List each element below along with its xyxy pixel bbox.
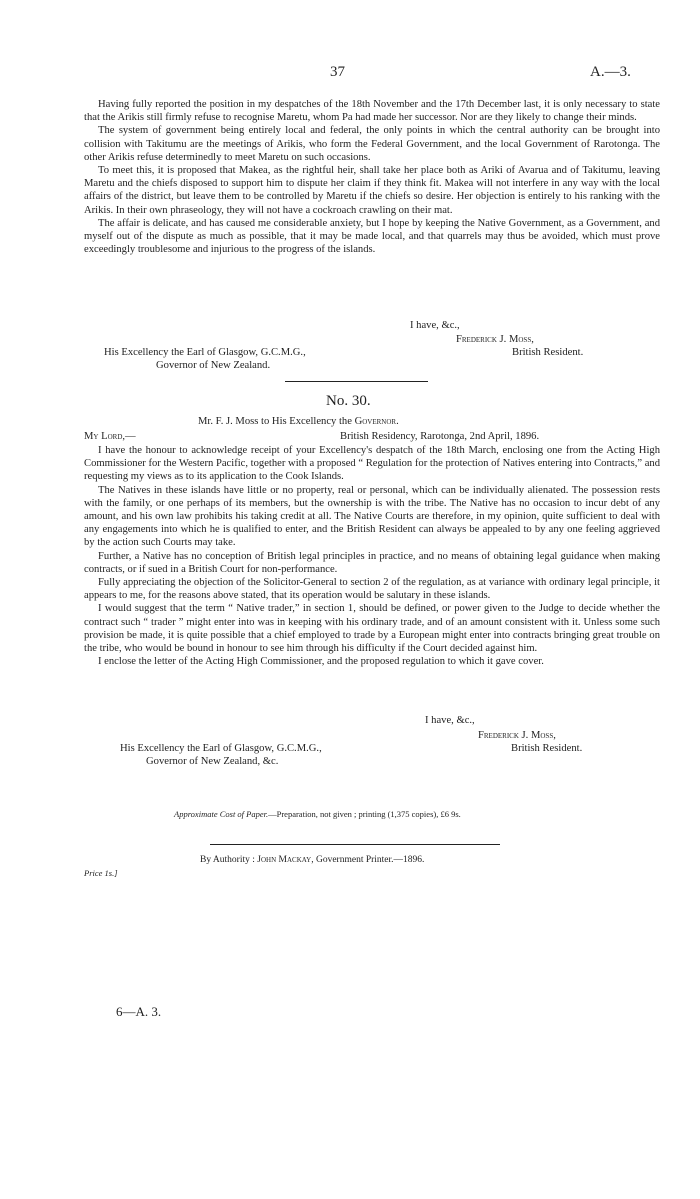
letter-number: No. 30. <box>326 393 371 409</box>
cost-label: Approximate Cost of Paper. <box>174 809 269 819</box>
addressee-2: His Excellency the Earl of Glasgow, G.C.M.G., <box>120 743 322 754</box>
authority-prefix: By Authority : <box>200 855 258 865</box>
heading-text: Mr. F. J. Moss to His Excellency the <box>198 416 355 427</box>
place-date: British Residency, Rarotonga, 2nd April, 1896. <box>340 431 540 442</box>
document-reference: A.—3. <box>590 64 631 80</box>
page-number: 37 <box>330 64 345 80</box>
paragraph: Further, a Native has no conception of British legal principles in practice, and no means of obtaining legal guidance when making contracts, or if sued in a British Court for non-performance. <box>84 550 660 575</box>
authority-suffix: Government Printer.—1896. <box>313 855 425 865</box>
printer-name: John Mackay, <box>257 855 314 865</box>
price: Price 1s.] <box>84 868 118 878</box>
cost-of-paper <box>174 809 461 819</box>
letter-heading <box>198 416 399 427</box>
signatory-1: Frederick J. Moss, <box>456 334 534 345</box>
paragraph: The affair is delicate, and has caused me considerable anxiety, but I hope by keeping the Native Government, as a Government, and myself out of the dispute as much as possible, that it may be made local, and that quarrels may thus be avoided, which must prove exceedingly troublesome and injurious to the progress of the islands. <box>84 217 660 256</box>
paragraph: The system of government being entirely local and federal, the only points in which the central authority can be brought into collision with Takitumu are the meetings of Arikis, who form the Federal Government, and the local Government of Rarotonga. The other Arikis refuse determinedly to meet Maretu on such occasions. <box>84 125 660 163</box>
signatory-title-1: British Resident. <box>512 347 584 358</box>
cost-text: —Preparation, not given ; printing (1,375 copies), £6 9s. <box>268 809 461 819</box>
paragraph: I enclose the letter of the Acting High Commissioner, and the proposed regulation to which it gave cover. <box>98 656 544 668</box>
paragraph: Having fully reported the position in my despatches of the 18th November and the 17th December last, it is only necessary to state that the Arikis still firmly refuse to recognise Maretu, whom Pa had made her successor. Nor are they likely to change their minds. <box>84 99 660 124</box>
footer-divider <box>210 844 500 845</box>
salutation: My Lord,— <box>84 431 136 442</box>
paragraph: The Natives in these islands have little or no property, real or personal, which can be individually alienated. The possession rests with the family, or one perhaps of its members, but the ownership is with the tribe. The Native has no occasion to incur debt of any amount, and his own law prohibits his taking credit at all. The Native Courts are therefore, in my opinion, quite sufficient to deal with any engagements into which he is qualified to enter, and the British Resident can always be appealed to by any one feeling aggrieved by the action such Courts may take. <box>84 484 660 549</box>
paragraph: To meet this, it is proposed that Makea, as the rightful heir, shall take her place both as Ariki of Avarua and of Takitumu, leaving Maretu and the chiefs disposed to support him to dispute her claim if they think fit. Makea will not interfere in any way with the local affairs of the district, but leave them to be controlled by Maretu if the chiefs so desire. Her objection is entirely to his ranking with the Arikis. In their own phraseology, they will not have a cockroach crawling on their mat. <box>84 165 660 216</box>
paragraph: Fully appreciating the objection of the Solicitor-General to section 2 of the regulation, as at variance with ordinary legal principle, it appears to me, for the reasons above stated, that its operation would be salutary in these islands. <box>84 577 660 602</box>
section-divider <box>285 381 428 382</box>
closing-1: I have, &c., <box>410 320 460 331</box>
closing-2: I have, &c., <box>425 715 475 726</box>
letter-body-1 <box>84 98 660 256</box>
signature-mark: 6—A. 3. <box>116 1004 162 1019</box>
signatory-title-2: British Resident. <box>511 743 583 754</box>
paragraph: I have the honour to acknowledge receipt of your Excellency's despatch of the 18th March, enclosing one from the Acting High Commissioner for the Western Pacific, together with a proposed “ Regulation for the protection of Natives entering into Contracts,” and requesting my views as to its application to the Cook Islands. <box>84 445 660 483</box>
addressee-2b: Governor of New Zealand, &c. <box>146 756 279 767</box>
addressee-1: His Excellency the Earl of Glasgow, G.C.M.G., <box>104 347 306 358</box>
paragraph: I would suggest that the term “ Native trader,” in section 1, should be defined, or power given to the Judge to decide whether the contract such “ trader ” might enter into was in keeping with his ordinary trade, and of an amount consistent with it. Unless some such provision be made, it is quite possible that a chief employed to trade by a European might enter into contracts bringing great trouble on the tribe, who would be bound in honour to see him through his difficulty if the Court decided against him. <box>84 603 660 655</box>
printer-authority <box>200 855 424 865</box>
signatory-2: Frederick J. Moss, <box>478 730 556 741</box>
heading-governor: Governor. <box>354 416 399 427</box>
letter-body-2 <box>84 444 660 668</box>
addressee-1b: Governor of New Zealand. <box>156 360 271 371</box>
